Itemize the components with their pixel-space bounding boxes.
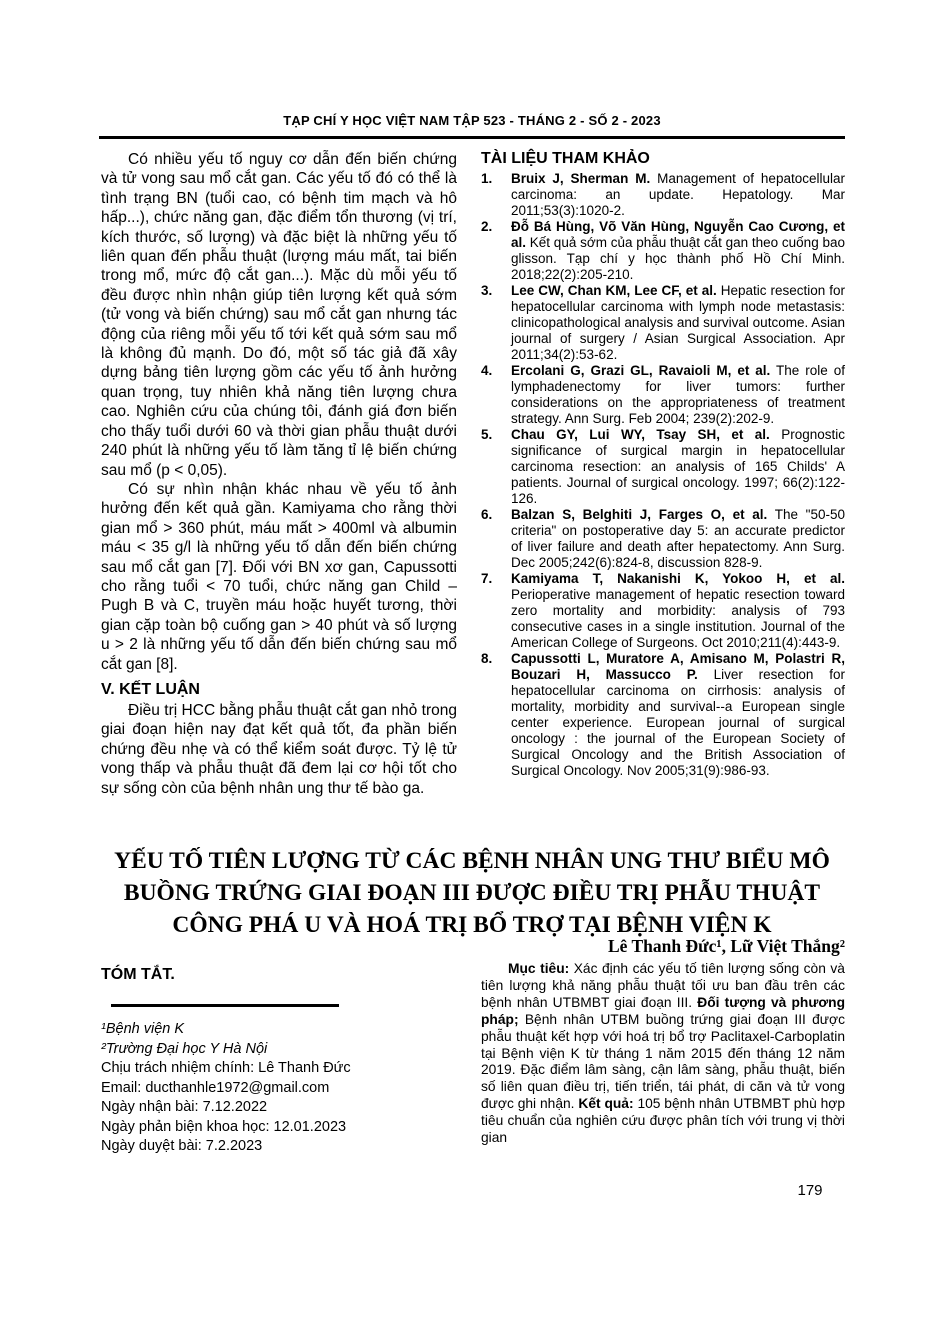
abstract-heading: TÓM TẮT. [101,966,175,983]
abstract-label: Mục tiêu: [508,961,574,976]
page-number: 179 [797,1182,823,1199]
reference-text: Kamiyama T, Nakanishi K, Yokoo H, et al. Perioperative management of hepatic resection toward zero mortality and morbidity: analysis of 793 consecutive cases in a single institution. Journal of the American College of Surgeons. Oct 2010;211(4):443-9. [511,571,845,650]
reference-item [481,571,845,651]
reference-list [481,171,845,779]
reference-number: 7. [481,571,493,586]
reference-item [481,507,845,571]
reference-number: 5. [481,427,493,442]
conclusion-paragraph: Điều trị HCC bằng phẫu thuật cắt gan nhỏ trong giai đoạn hiện nay đạt kết quả tốt, đa phần biến chứng đều nhẹ và có thể kiểm soát được. Tỷ lệ tử vong thấp và phẫu thuật đã đem lại cơ hội tốt cho sự sống còn của bệnh nhân ung thư tế bào ga. [101,701,457,797]
reference-number: 2. [481,219,493,234]
reference-text: Capussotti L, Muratore A, Amisano M, Polastri R, Bouzari H, Massucco P. Liver resection for hepatocellular carcinoma on cirrhosis: analysis of mortality, morbidity and survival--a European single center experience. European journal of surgical oncology : the journal of the European Society of Surgical Oncology and the British Association of Surgical Oncology. Nov 2005;31(9):986-93. [511,651,845,778]
reference-item [481,283,845,363]
conclusion-heading: V. KẾT LUẬN [101,680,200,698]
abstract-paragraph [481,961,845,1147]
reference-item [481,427,845,507]
reference-number: 4. [481,363,493,378]
abstract-text: Bệnh nhân UTBM buồng trứng giai đoạn III được phẫu thuật kết hợp với hoá trị bổ trợ Paclitaxel-Carboplatin tại Bệnh viện K từ tháng 1 năm 2015 đến tháng 12 năm 2019. Đặc điểm lâm sàng, cận lâm sàng, phẫu thuật, biến số liên quan điều trị, tiến triển, tái phát, di căn và tử vong được ghi nhận. [481,1011,845,1112]
reference-text: Ercolani G, Grazi GL, Ravaioli M, et al. The role of lymphadenectomy for liver tumors: further considerations on the appropriateness of treatment strategy. Ann Surg. Feb 2004; 239(2):202-9. [511,363,845,426]
footnote-line: Email: ducthanhle1972@gmail.com [101,1079,330,1096]
abstract-text: 105 bệnh nhân UTBMBT phù hợp tiêu chuẩn của nghiên cứu được phân tích với trung vị thời gian [481,1096,845,1146]
footnote-rule [111,1004,339,1007]
abstract-text: Xác định các yếu tố tiên lượng sống còn và tiên lượng khả năng phẫu thuật tối ưu ban đầu trên các bệnh nhân UTBMBT giai đoạn III. [481,961,845,1010]
body-paragraph-1: Có nhiều yếu tố nguy cơ dẫn đến biến chứng và tử vong sau mổ cắt gan. Các yếu tố đó có thể là tình trạng BN (tuổi cao, có bệnh tim mạch và hô hấp...), chức năng gan, đặc điểm tổn thương (vị trí, kích thước, số lượng) và đặc biệt là những yếu tố liên quan đến phẫu thuật (lượng máu mất, tai biến trong mổ, mức độ cắt gan...). Mặc dù mỗi yếu tố đều được nhìn nhận giúp tiên lượng kết quả sớm (tử vong và biến chứng) sau mổ cắt gan nhưng tác động của riêng mỗi yếu tố tới kết quả sớm sau mổ là không đủ mạnh. Do đó, một số tác giả đã xây dựng bảng tiên lượng gồm các yếu tố ảnh hưởng quan trọng, tuy nhiên khả năng tiên lượng chưa cao. Nghiên cứu của chúng tôi, đánh giá đơn biến cho thấy tuổi dưới 60 và thời gian phẫu thuật dưới 240 phút là những yếu tố làm tăng tỉ lệ biến chứng sau mổ (p < 0,05). [101,151,457,479]
body-paragraph-2: Có sự nhìn nhận khác nhau về yếu tố ảnh hưởng đến kết quả gần. Kamiyama cho rằng thời gian mổ > 360 phút, máu mất > 400ml và albumin máu < 35 g/l là những yếu tố dẫn đến biến chứng sau mổ cắt gan [7]. Đối với BN xơ gan, Capussotti cho rằng tuổi < 70 tuổi, chức năng gan Child – Pugh B và C, truyền máu hoặc huyết tương, thời gian cặp toàn bộ cuống gan > 40 phút và số lượng u > 2 là những yếu tố dẫn đến biến chứng sau mổ cắt gan [8]. [101,480,457,673]
footnote-line: Chịu trách nhiệm chính: Lê Thanh Đức [101,1060,351,1076]
reference-number: 1. [481,171,493,186]
footnote-line: Ngày nhận bài: 7.12.2022 [101,1099,268,1115]
references-heading: TÀI LIỆU THAM KHẢO [481,150,650,167]
reference-text: Balzan S, Belghiti J, Farges O, et al. The "50-50 criteria" on postoperative day 5: an accurate predictor of liver failure and death after hepatectomy. Ann Surg. Dec 2005;242(6):824-8, discussion 828-9. [511,507,845,570]
affiliation-list [101,1020,461,1157]
reference-item [481,651,845,779]
footnote-line: Ngày phản biện khoa học: 12.01.2023 [101,1118,347,1135]
reference-number: 3. [481,283,493,298]
footnote-line: ²Trường Đại học Y Hà Nội [101,1040,268,1057]
header-rule [99,136,845,139]
references-column [481,150,845,779]
reference-number: 8. [481,651,493,666]
article-title: YẾU TỐ TIÊN LƯỢNG TỪ CÁC BỆNH NHÂN UNG THƯ BIỂU MÔ BUỒNG TRỨNG GIAI ĐOẠN III ĐƯỢC ĐIỀU TRỊ PHẪU THUẬT CÔNG PHÁ U VÀ HOÁ TRỊ BỔ TRỢ TẠI BỆNH VIỆN K [114,848,830,938]
reference-item [481,363,845,427]
reference-text: Lee CW, Chan KM, Lee CF, et al. Hepatic resection for hepatocellular carcinoma with lymph node metastasis: clinicopathological analysis and survival outcome. Asian journal of surgery / Asian Surgical Association. Apr 2011;34(2):53-62. [511,283,845,362]
footnote-line: Ngày duyệt bài: 7.2.2023 [101,1138,263,1154]
article-authors: Lê Thanh Đức¹, Lữ Việt Thắng² [607,936,845,956]
reference-number: 6. [481,507,493,522]
reference-text: Đỗ Bá Hùng, Võ Văn Hùng, Nguyễn Cao Cương, et al. Kết quả sớm của phẫu thuật cắt gan theo cuống bao glisson. Tạp chí y học thành phố Hồ Chí Minh. 2018;22(2):205-210. [511,219,845,282]
reference-text: Chau GY, Lui WY, Tsay SH, et al. Prognostic significance of surgical margin in hepatocellular carcinoma resection: an analysis of 165 Childs' A patients. Journal of surgical oncology. 1997; 66(2):122-126. [511,427,845,506]
reference-item [481,219,845,283]
abstract-label: Đối tượng và phương pháp; [481,994,845,1027]
reference-text: Bruix J, Sherman M. Management of hepatocellular carcinoma: an update. Hepatology. Mar 2011;53(3):1020-2. [511,171,845,218]
left-column [101,150,457,798]
abstract-left-column [101,966,461,1157]
reference-item [481,171,845,219]
journal-header-title: TẠP CHÍ Y HỌC VIỆT NAM TẬP 523 - THÁNG 2 - SỐ 2 - 2023 [283,113,661,128]
abstract-label: Kết quả: [578,1096,638,1112]
footnote-line: ¹Bệnh viện K [101,1021,185,1037]
